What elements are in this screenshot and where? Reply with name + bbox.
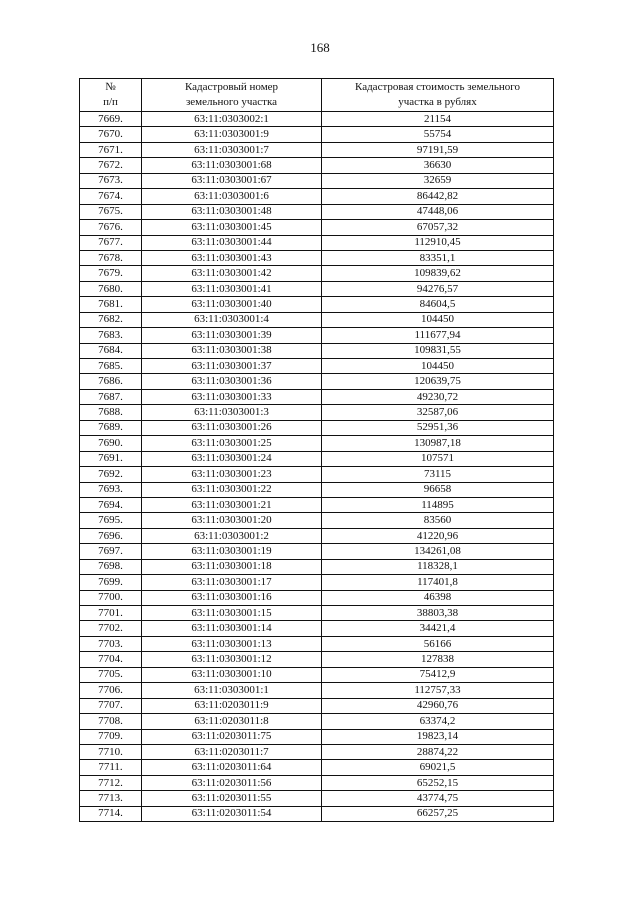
row-number-cell: 7710. <box>80 744 142 759</box>
table-row <box>80 436 554 451</box>
cadastral-value-cell: 69021,5 <box>322 760 554 775</box>
column-header-cadastral-line2: земельного участка <box>185 96 278 108</box>
cadastral-number-cell: 63:11:0303001:4 <box>142 312 322 327</box>
row-number-cell: 7683. <box>80 328 142 343</box>
cadastral-number-cell: 63:11:0303001:18 <box>142 559 322 574</box>
table-row <box>80 667 554 682</box>
row-number-cell: 7690. <box>80 436 142 451</box>
row-number-cell: 7681. <box>80 297 142 312</box>
row-number-cell: 7673. <box>80 173 142 188</box>
row-number-cell: 7712. <box>80 775 142 790</box>
row-number-cell: 7684. <box>80 343 142 358</box>
cadastral-number-cell: 63:11:0303001:25 <box>142 436 322 451</box>
cadastral-value-cell: 63374,2 <box>322 714 554 729</box>
column-header-number-line1: № <box>105 81 116 93</box>
cadastral-number-cell: 63:11:0303001:6 <box>142 189 322 204</box>
cadastral-number-cell: 63:11:0303001:19 <box>142 544 322 559</box>
row-number-cell: 7679. <box>80 266 142 281</box>
cadastral-number-cell: 63:11:0303001:68 <box>142 158 322 173</box>
table-row <box>80 482 554 497</box>
cadastral-value-cell: 109839,62 <box>322 266 554 281</box>
cadastral-value-cell: 83560 <box>322 513 554 528</box>
cadastral-number-cell: 63:11:0203011:55 <box>142 791 322 806</box>
table-row <box>80 405 554 420</box>
cadastral-number-cell: 63:11:0303001:42 <box>142 266 322 281</box>
cadastral-value-cell: 118328,1 <box>322 559 554 574</box>
table-row <box>80 528 554 543</box>
column-header-cadastral-line1: Кадастровый номер <box>184 81 279 93</box>
cadastral-value-cell: 130987,18 <box>322 436 554 451</box>
row-number-cell: 7714. <box>80 806 142 821</box>
cadastral-value-cell: 134261,08 <box>322 544 554 559</box>
table-row <box>80 606 554 621</box>
row-number-cell: 7699. <box>80 575 142 590</box>
row-number-cell: 7685. <box>80 359 142 374</box>
row-number-cell: 7672. <box>80 158 142 173</box>
cadastral-value-cell: 38803,38 <box>322 606 554 621</box>
table-row <box>80 513 554 528</box>
cadastral-value-cell: 49230,72 <box>322 389 554 404</box>
cadastral-value-cell: 46398 <box>322 590 554 605</box>
cadastral-value-cell: 86442,82 <box>322 189 554 204</box>
column-header-value-line2: участка в рублях <box>398 96 477 108</box>
column-header-number-line2: п/п <box>103 96 118 108</box>
table-row <box>80 683 554 698</box>
table-row <box>80 806 554 821</box>
row-number-cell: 7707. <box>80 698 142 713</box>
cadastral-value-cell: 66257,25 <box>322 806 554 821</box>
table-row <box>80 760 554 775</box>
cadastral-number-cell: 63:11:0203011:75 <box>142 729 322 744</box>
cadastral-number-cell: 63:11:0203011:54 <box>142 806 322 821</box>
cadastral-value-cell: 112910,45 <box>322 235 554 250</box>
cadastral-value-cell: 84604,5 <box>322 297 554 312</box>
table-row <box>80 467 554 482</box>
row-number-cell: 7702. <box>80 621 142 636</box>
row-number-cell: 7704. <box>80 652 142 667</box>
row-number-cell: 7680. <box>80 281 142 296</box>
row-number-cell: 7678. <box>80 250 142 265</box>
row-number-cell: 7687. <box>80 389 142 404</box>
table-row <box>80 158 554 173</box>
row-number-cell: 7697. <box>80 544 142 559</box>
cadastral-value-cell: 83351,1 <box>322 250 554 265</box>
cadastral-number-cell: 63:11:0303001:1 <box>142 683 322 698</box>
cadastral-number-cell: 63:11:0303001:38 <box>142 343 322 358</box>
cadastral-value-cell: 109831,55 <box>322 343 554 358</box>
table-body <box>80 112 554 822</box>
cadastral-number-cell: 63:11:0303001:17 <box>142 575 322 590</box>
cadastral-number-cell: 63:11:0303001:43 <box>142 250 322 265</box>
table-row <box>80 297 554 312</box>
table-row <box>80 636 554 651</box>
cadastral-value-cell: 28874,22 <box>322 744 554 759</box>
row-number-cell: 7692. <box>80 467 142 482</box>
row-number-cell: 7669. <box>80 112 142 127</box>
cadastral-value-cell: 112757,33 <box>322 683 554 698</box>
cadastral-value-cell: 73115 <box>322 467 554 482</box>
column-header-number <box>80 79 142 112</box>
table-row <box>80 250 554 265</box>
cadastral-value-table <box>79 78 554 822</box>
table-row <box>80 266 554 281</box>
row-number-cell: 7703. <box>80 636 142 651</box>
cadastral-number-cell: 63:11:0203011:9 <box>142 698 322 713</box>
cadastral-value-cell: 52951,36 <box>322 420 554 435</box>
cadastral-value-cell: 41220,96 <box>322 528 554 543</box>
cadastral-number-cell: 63:11:0303001:44 <box>142 235 322 250</box>
cadastral-value-cell: 104450 <box>322 359 554 374</box>
row-number-cell: 7700. <box>80 590 142 605</box>
page-number: 168 <box>310 40 330 55</box>
cadastral-value-cell: 96658 <box>322 482 554 497</box>
cadastral-number-cell: 63:11:0203011:7 <box>142 744 322 759</box>
table-row <box>80 328 554 343</box>
cadastral-value-cell: 47448,06 <box>322 204 554 219</box>
table-row <box>80 621 554 636</box>
cadastral-value-cell: 97191,59 <box>322 142 554 157</box>
cadastral-number-cell: 63:11:0303001:9 <box>142 127 322 142</box>
table-row <box>80 744 554 759</box>
row-number-cell: 7688. <box>80 405 142 420</box>
row-number-cell: 7713. <box>80 791 142 806</box>
cadastral-number-cell: 63:11:0303001:2 <box>142 528 322 543</box>
cadastral-value-cell: 42960,76 <box>322 698 554 713</box>
cadastral-number-cell: 63:11:0303001:41 <box>142 281 322 296</box>
cadastral-number-cell: 63:11:0303002:1 <box>142 112 322 127</box>
cadastral-value-cell: 56166 <box>322 636 554 651</box>
row-number-cell: 7682. <box>80 312 142 327</box>
table-row <box>80 389 554 404</box>
row-number-cell: 7706. <box>80 683 142 698</box>
cadastral-number-cell: 63:11:0203011:8 <box>142 714 322 729</box>
cadastral-number-cell: 63:11:0303001:14 <box>142 621 322 636</box>
row-number-cell: 7695. <box>80 513 142 528</box>
table-row <box>80 698 554 713</box>
cadastral-value-cell: 117401,8 <box>322 575 554 590</box>
cadastral-number-cell: 63:11:0303001:37 <box>142 359 322 374</box>
cadastral-number-cell: 63:11:0303001:16 <box>142 590 322 605</box>
cadastral-value-cell: 104450 <box>322 312 554 327</box>
table-row <box>80 204 554 219</box>
table-row <box>80 559 554 574</box>
cadastral-value-cell: 94276,57 <box>322 281 554 296</box>
table-row <box>80 729 554 744</box>
row-number-cell: 7689. <box>80 420 142 435</box>
cadastral-number-cell: 63:11:0303001:7 <box>142 142 322 157</box>
cadastral-number-cell: 63:11:0203011:56 <box>142 775 322 790</box>
cadastral-number-cell: 63:11:0303001:20 <box>142 513 322 528</box>
table-row <box>80 497 554 512</box>
header-row <box>80 79 554 112</box>
row-number-cell: 7694. <box>80 497 142 512</box>
table-row <box>80 173 554 188</box>
cadastral-number-cell: 63:11:0303001:39 <box>142 328 322 343</box>
cadastral-number-cell: 63:11:0303001:10 <box>142 667 322 682</box>
table-row <box>80 652 554 667</box>
table-row <box>80 142 554 157</box>
table-row <box>80 420 554 435</box>
cadastral-number-cell: 63:11:0303001:21 <box>142 497 322 512</box>
cadastral-number-cell: 63:11:0303001:67 <box>142 173 322 188</box>
cadastral-number-cell: 63:11:0303001:22 <box>142 482 322 497</box>
table-row <box>80 775 554 790</box>
cadastral-value-cell: 67057,32 <box>322 220 554 235</box>
table-row <box>80 374 554 389</box>
column-header-value-line1: Кадастровая стоимость земельного <box>355 81 520 93</box>
table-row <box>80 590 554 605</box>
cadastral-number-cell: 63:11:0303001:26 <box>142 420 322 435</box>
row-number-cell: 7670. <box>80 127 142 142</box>
cadastral-value-cell: 120639,75 <box>322 374 554 389</box>
cadastral-value-cell: 21154 <box>322 112 554 127</box>
table-row <box>80 220 554 235</box>
cadastral-value-cell: 114895 <box>322 497 554 512</box>
cadastral-value-cell: 127838 <box>322 652 554 667</box>
cadastral-number-cell: 63:11:0303001:45 <box>142 220 322 235</box>
cadastral-value-cell: 32659 <box>322 173 554 188</box>
row-number-cell: 7671. <box>80 142 142 157</box>
row-number-cell: 7709. <box>80 729 142 744</box>
cadastral-number-cell: 63:11:0303001:48 <box>142 204 322 219</box>
cadastral-value-cell: 107571 <box>322 451 554 466</box>
row-number-cell: 7698. <box>80 559 142 574</box>
row-number-cell: 7708. <box>80 714 142 729</box>
cadastral-number-cell: 63:11:0303001:13 <box>142 636 322 651</box>
table-row <box>80 714 554 729</box>
cadastral-value-cell: 32587,06 <box>322 405 554 420</box>
cadastral-number-cell: 63:11:0303001:33 <box>142 389 322 404</box>
table-row <box>80 127 554 142</box>
cadastral-number-cell: 63:11:0303001:3 <box>142 405 322 420</box>
table-row <box>80 343 554 358</box>
table-row <box>80 189 554 204</box>
table-row <box>80 312 554 327</box>
column-header-cadastral-number <box>142 79 322 112</box>
cadastral-value-cell: 43774,75 <box>322 791 554 806</box>
cadastral-value-cell: 55754 <box>322 127 554 142</box>
row-number-cell: 7674. <box>80 189 142 204</box>
cadastral-number-cell: 63:11:0303001:12 <box>142 652 322 667</box>
cadastral-value-cell: 75412,9 <box>322 667 554 682</box>
table-row <box>80 281 554 296</box>
table-row <box>80 235 554 250</box>
table-row <box>80 359 554 374</box>
cadastral-number-cell: 63:11:0303001:40 <box>142 297 322 312</box>
table-row <box>80 112 554 127</box>
cadastral-number-cell: 63:11:0303001:23 <box>142 467 322 482</box>
cadastral-number-cell: 63:11:0303001:24 <box>142 451 322 466</box>
row-number-cell: 7693. <box>80 482 142 497</box>
cadastral-number-cell: 63:11:0203011:64 <box>142 760 322 775</box>
cadastral-value-cell: 111677,94 <box>322 328 554 343</box>
table-row <box>80 791 554 806</box>
row-number-cell: 7686. <box>80 374 142 389</box>
row-number-cell: 7705. <box>80 667 142 682</box>
row-number-cell: 7701. <box>80 606 142 621</box>
cadastral-value-cell: 19823,14 <box>322 729 554 744</box>
cadastral-number-cell: 63:11:0303001:15 <box>142 606 322 621</box>
row-number-cell: 7711. <box>80 760 142 775</box>
cadastral-value-cell: 65252,15 <box>322 775 554 790</box>
cadastral-value-cell: 34421,4 <box>322 621 554 636</box>
cadastral-value-cell: 36630 <box>322 158 554 173</box>
table-row <box>80 544 554 559</box>
cadastral-number-cell: 63:11:0303001:36 <box>142 374 322 389</box>
table-row <box>80 451 554 466</box>
row-number-cell: 7691. <box>80 451 142 466</box>
row-number-cell: 7696. <box>80 528 142 543</box>
row-number-cell: 7677. <box>80 235 142 250</box>
row-number-cell: 7675. <box>80 204 142 219</box>
table-row <box>80 575 554 590</box>
row-number-cell: 7676. <box>80 220 142 235</box>
column-header-cadastral-value <box>322 79 554 112</box>
table-header <box>80 79 554 112</box>
